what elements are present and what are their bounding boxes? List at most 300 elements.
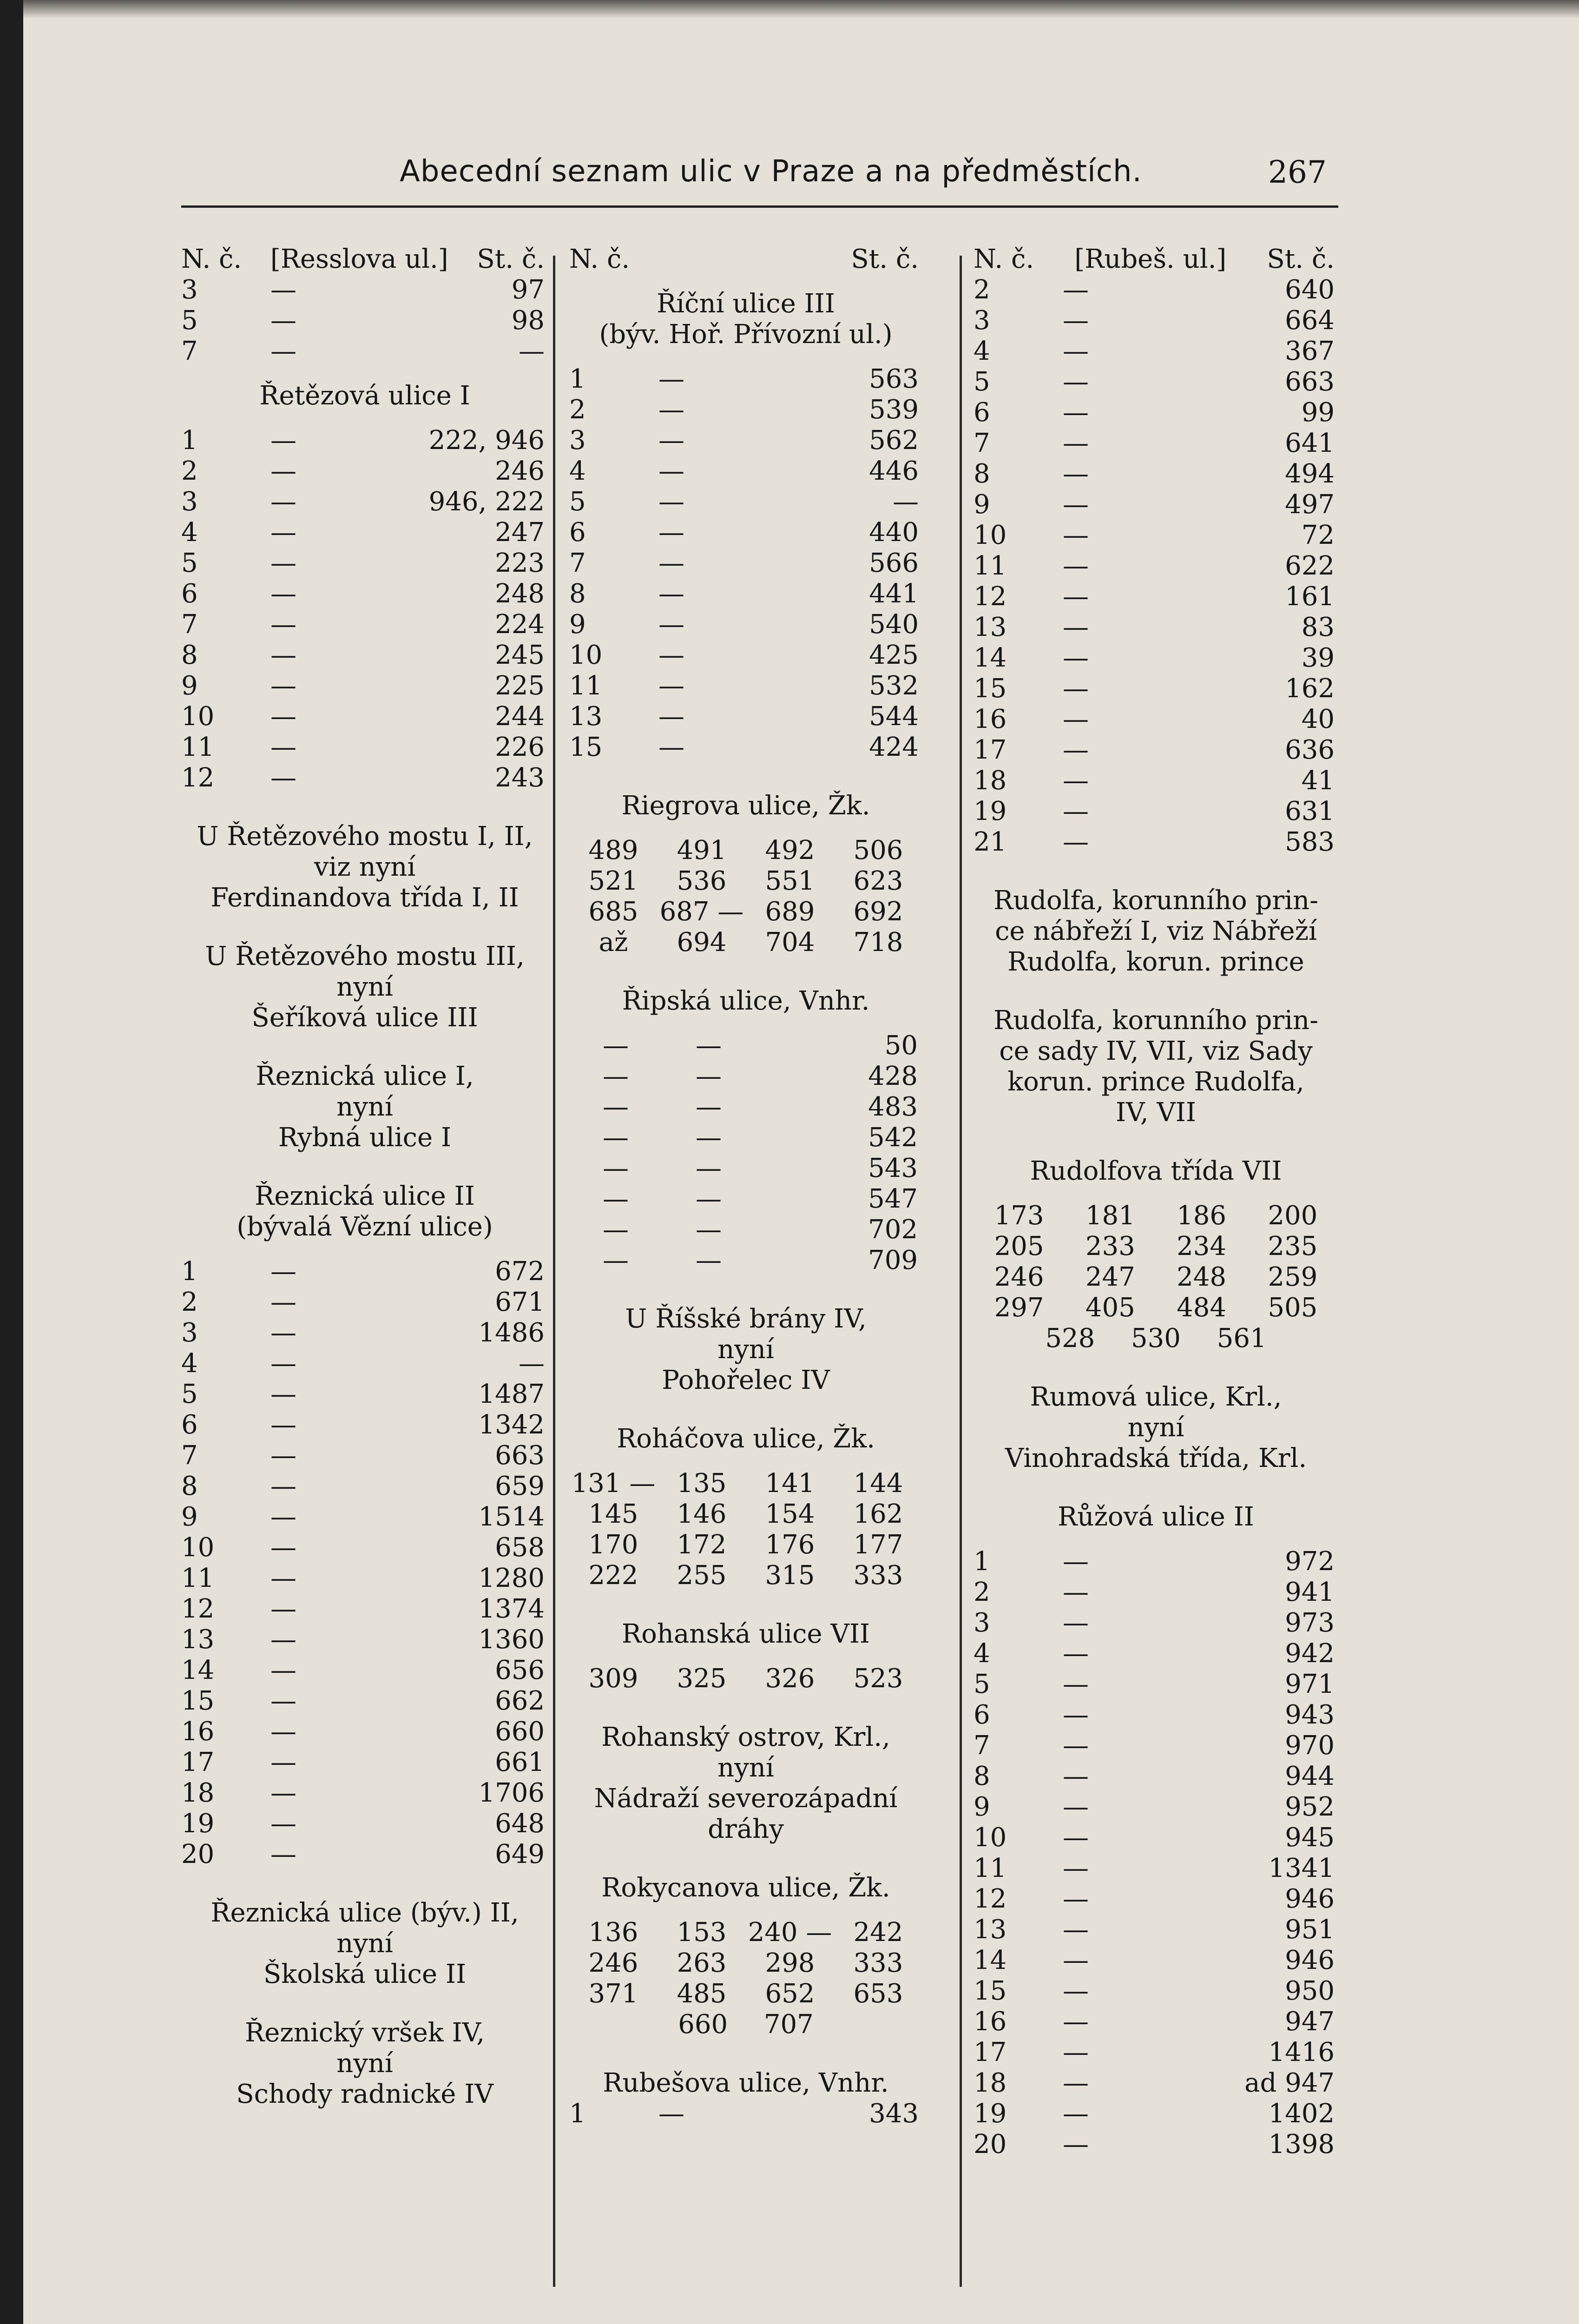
section-title: Roháčova ulice, Žk. — [617, 1424, 875, 1454]
conscription-number: 223 — [495, 548, 545, 578]
conscription-number: 1514 — [478, 1502, 545, 1532]
separator-dash: — — [603, 1092, 629, 1122]
house-number: 3 — [974, 305, 990, 336]
conscription-number: 648 — [495, 1809, 545, 1839]
separator-dash: — — [1063, 1853, 1089, 1883]
list-row — [181, 517, 548, 548]
rohacova-grid — [569, 1468, 922, 1591]
conscription-number: 971 — [1285, 1669, 1335, 1699]
list-row — [974, 766, 1338, 796]
conscription-number: 649 — [495, 1839, 545, 1869]
separator-dash: — — [1063, 581, 1089, 612]
conscription-number: 521 — [588, 866, 638, 896]
note-line: (býv. Hoř. Přívozní ul.) — [599, 319, 893, 350]
separator-dash: — — [270, 579, 296, 609]
conscription-number: 333 — [853, 1560, 903, 1591]
house-number: 9 — [181, 1502, 198, 1532]
cross-reference-note — [569, 1722, 922, 1845]
column-1 — [181, 244, 548, 2280]
separator-dash: — — [270, 1410, 296, 1440]
separator-dash: — — [1063, 643, 1089, 673]
conscription-number: 497 — [1285, 489, 1335, 520]
house-number: 5 — [181, 548, 198, 578]
separator-dash: — — [270, 1502, 296, 1532]
house-number: 19 — [974, 2099, 1007, 2129]
note-line: ce nábřeží I, viz Nábřeží — [995, 916, 1317, 946]
conscription-number: 662 — [495, 1686, 545, 1716]
list-row — [974, 1761, 1338, 1792]
list-row — [569, 1215, 922, 1245]
grid-row — [569, 1530, 922, 1560]
house-number: 4 — [181, 1348, 198, 1379]
reznicka-list — [181, 1256, 548, 1870]
separator-dash: — — [1063, 1915, 1089, 1945]
separator-dash: — — [1063, 367, 1089, 397]
note-line: nyní — [336, 2048, 393, 2079]
list-row — [569, 1122, 922, 1153]
conscription-number: 333 — [853, 1948, 903, 1978]
conscription-number: 425 — [869, 640, 919, 670]
conscription-number: 172 — [677, 1530, 727, 1560]
separator-dash: — — [696, 1153, 722, 1183]
separator-dash: — — [1063, 397, 1089, 428]
conscription-number: 50 — [884, 1030, 918, 1061]
scan-top-shadow — [0, 0, 1579, 19]
list-row — [569, 1092, 922, 1122]
list-row — [181, 732, 548, 763]
house-number: 12 — [181, 1594, 215, 1624]
house-number: 6 — [974, 1700, 990, 1730]
separator-dash: — — [270, 1532, 296, 1563]
list-row — [974, 367, 1338, 397]
conscription-number: 162 — [853, 1499, 903, 1529]
separator-dash: — — [1063, 1638, 1089, 1669]
list-row — [181, 1655, 548, 1686]
list-row — [974, 520, 1338, 551]
list-row — [181, 701, 548, 732]
house-number: 12 — [181, 763, 215, 793]
cross-reference-note — [569, 1304, 922, 1396]
conscription-number: 543 — [868, 1153, 918, 1183]
conscription-number: 941 — [1285, 1577, 1335, 1607]
note-line: Řeznická ulice II — [255, 1181, 475, 1211]
conscription-number: 563 — [869, 364, 919, 394]
column-rule-2 — [960, 256, 962, 2287]
list-row — [974, 673, 1338, 704]
retezova-list — [181, 425, 548, 793]
conscription-number: 658 — [495, 1532, 545, 1563]
document-page — [181, 139, 1338, 2259]
conscription-number: 428 — [868, 1061, 918, 1091]
list-row — [974, 275, 1338, 305]
list-row — [181, 487, 548, 517]
house-number: 3 — [181, 487, 198, 517]
list-row — [181, 671, 548, 701]
conscription-number: 141 — [765, 1468, 815, 1499]
house-number: 19 — [181, 1809, 215, 1839]
house-number: 6 — [569, 517, 586, 548]
separator-dash: — — [696, 1184, 722, 1214]
list-row — [181, 336, 548, 367]
conscription-number: 660 — [495, 1717, 545, 1747]
list-row — [181, 1778, 548, 1809]
separator-dash: — — [1063, 305, 1089, 336]
conscription-number: 704 — [765, 927, 815, 957]
list-row — [181, 1256, 548, 1287]
conscription-number: 248 — [495, 579, 545, 609]
house-number: 15 — [974, 1976, 1007, 2006]
list-row — [974, 2068, 1338, 2099]
separator-dash: — — [1063, 1546, 1089, 1577]
list-row — [974, 1792, 1338, 1822]
separator-dash: — — [270, 1287, 296, 1317]
cross-reference-note — [181, 941, 548, 1033]
conscription-number: 41 — [1301, 766, 1335, 796]
separator-dash: — — [1063, 766, 1089, 796]
separator-dash: — — [1063, 1761, 1089, 1791]
list-row — [181, 1686, 548, 1717]
separator-dash: — — [1063, 1730, 1089, 1761]
conscription-number: 951 — [1285, 1915, 1335, 1945]
separator-dash: — — [270, 1655, 296, 1685]
separator-dash: — — [270, 425, 296, 456]
separator-dash: — — [658, 456, 684, 486]
separator-dash: — — [270, 671, 296, 701]
list-row — [181, 1809, 548, 1839]
grid-row — [569, 1664, 922, 1694]
separator-dash: — — [658, 2099, 684, 2129]
house-number: 1 — [974, 1546, 990, 1577]
house-number: 1 — [181, 1256, 198, 1287]
house-number: 9 — [569, 609, 586, 640]
list-row — [974, 459, 1338, 489]
cross-reference-note — [181, 821, 548, 913]
house-number: 2 — [974, 1577, 990, 1607]
house-number: 3 — [569, 425, 586, 456]
house-number: 11 — [569, 671, 603, 701]
ripska-list — [569, 1030, 922, 1276]
conscription-number: 947 — [1285, 2007, 1335, 2037]
house-number: 8 — [569, 579, 586, 609]
house-number: 4 — [974, 1638, 990, 1669]
ricni-list — [569, 364, 922, 763]
separator-dash: — — [1063, 704, 1089, 734]
note-line: Rudolfa, korunního prin- — [993, 885, 1319, 916]
conscription-number: 709 — [868, 1245, 918, 1275]
house-number: 4 — [569, 456, 586, 486]
separator-dash: — — [1063, 673, 1089, 704]
conscription-number: 672 — [495, 1256, 545, 1287]
note-line: nyní — [336, 1928, 393, 1959]
house-number: 6 — [181, 1410, 198, 1440]
header-title: Abecední seznam ulic v Praze a na předměstích. — [400, 154, 1142, 189]
separator-dash: — — [270, 1686, 296, 1716]
note-line: nyní — [717, 1753, 774, 1783]
rubesova-list — [569, 2099, 922, 2129]
list-row — [974, 489, 1338, 520]
list-row — [569, 456, 922, 487]
list-row — [974, 1945, 1338, 1976]
section-title: Rohanská ulice VII — [621, 1619, 870, 1649]
conscription-number: 943 — [1285, 1700, 1335, 1730]
list-row — [974, 1822, 1338, 1853]
list-row — [181, 1747, 548, 1778]
conscription-number: 222, 946 — [428, 425, 545, 456]
separator-dash: — — [1063, 1822, 1089, 1853]
separator-dash: — — [1063, 827, 1089, 857]
section-title: Riegrova ulice, Žk. — [621, 791, 870, 821]
note-line: Schody radnické IV — [236, 2079, 493, 2109]
house-number: 1 — [569, 364, 586, 394]
note-line: Rohanský ostrov, Krl., — [601, 1722, 890, 1752]
conscription-number: 1374 — [478, 1594, 545, 1624]
separator-dash: — — [658, 732, 684, 762]
ruzova-list — [974, 1546, 1338, 2160]
conscription-number: — — [893, 487, 919, 517]
house-number: 13 — [181, 1624, 215, 1655]
house-number: 11 — [181, 1563, 215, 1593]
column-head: N. č. [Rubeš. ul.] St. č. — [974, 244, 1335, 274]
note-line: Šeříková ulice III — [251, 1003, 478, 1033]
separator-dash: — — [1063, 1669, 1089, 1699]
conscription-number: 371 — [588, 1979, 638, 2009]
conscription-number: 583 — [1285, 827, 1335, 857]
house-number: 18 — [974, 766, 1007, 796]
house-number: 16 — [974, 2007, 1007, 2037]
list-row — [181, 1318, 548, 1348]
conscription-number: 343 — [869, 2099, 919, 2129]
note-line: nyní — [336, 972, 393, 1002]
conscription-number: 367 — [1285, 336, 1335, 366]
house-number: 20 — [974, 2129, 1007, 2159]
cross-reference-note — [974, 1382, 1338, 1474]
separator-dash: — — [658, 395, 684, 425]
house-number: 10 — [974, 520, 1007, 550]
conscription-number: 1706 — [478, 1778, 545, 1808]
grid-row — [569, 1917, 922, 1948]
separator-dash: — — [603, 1030, 629, 1061]
list-row — [974, 428, 1338, 459]
house-number: 15 — [974, 673, 1007, 704]
separator-dash: — — [1063, 612, 1089, 642]
separator-dash: — — [1063, 1608, 1089, 1638]
conscription-number: 622 — [1285, 551, 1335, 581]
house-number: 5 — [181, 305, 198, 336]
note-line: Řeznická ulice I, — [256, 1061, 474, 1091]
separator-dash: — — [270, 1440, 296, 1471]
list-row — [974, 2129, 1338, 2160]
note-line: Rudolfa, korun. prince — [1007, 947, 1304, 977]
list-row — [569, 609, 922, 640]
conscription-number: 240 — — [748, 1917, 832, 1948]
conscription-number: 944 — [1285, 1761, 1335, 1791]
list-row — [974, 305, 1338, 336]
scan-binding-edge — [0, 0, 23, 2324]
conscription-number: 631 — [1285, 796, 1335, 826]
separator-dash: — — [603, 1153, 629, 1183]
conscription-number: 161 — [1285, 581, 1335, 612]
cross-reference-note — [974, 885, 1338, 977]
house-number: 2 — [569, 395, 586, 425]
separator-dash: — — [658, 671, 684, 701]
conscription-number: až — [599, 927, 628, 957]
conscription-number: 523 — [853, 1664, 903, 1694]
separator-dash: — — [1063, 796, 1089, 826]
house-number: 9 — [181, 671, 198, 701]
section-title: Řipská ulice, Vnhr. — [622, 986, 870, 1016]
separator-dash: — — [696, 1092, 722, 1122]
conscription-number: 424 — [869, 732, 919, 762]
house-number: 14 — [181, 1655, 215, 1685]
separator-dash: — — [1063, 1577, 1089, 1607]
conscription-number: 326 — [765, 1664, 815, 1694]
grid-row — [569, 927, 922, 958]
conscription-number: 39 — [1301, 643, 1335, 673]
list-row — [569, 364, 922, 395]
conscription-number: 540 — [869, 609, 919, 640]
conscription-number: 153 — [677, 1917, 727, 1948]
page-number: 267 — [1268, 154, 1327, 190]
house-number: 21 — [974, 827, 1007, 857]
list-row — [974, 1700, 1338, 1730]
list-row — [974, 1884, 1338, 1915]
list-row — [974, 1577, 1338, 1608]
conscription-number: 259 — [1268, 1262, 1318, 1292]
house-number: 7 — [974, 1730, 990, 1761]
note-line: korun. prince Rudolfa, — [1007, 1067, 1304, 1097]
list-row — [569, 640, 922, 671]
conscription-number: — — [519, 336, 545, 366]
conscription-number: 972 — [1285, 1546, 1335, 1577]
list-row — [974, 397, 1338, 428]
separator-dash: — — [658, 517, 684, 548]
note-line: (bývalá Vězní ulice) — [237, 1212, 493, 1242]
note-line: Vinohradská třída, Krl. — [1005, 1443, 1307, 1473]
list-row — [181, 1410, 548, 1440]
separator-dash: — — [1063, 336, 1089, 366]
conscription-number: 1342 — [478, 1410, 545, 1440]
list-row — [569, 425, 922, 456]
conscription-number: 1280 — [478, 1563, 545, 1593]
house-number: 5 — [974, 1669, 990, 1699]
separator-dash: — — [1063, 2007, 1089, 2037]
conscription-number: 661 — [495, 1747, 545, 1777]
separator-dash: — — [658, 487, 684, 517]
conscription-number: 181 — [1085, 1201, 1135, 1231]
list-row — [181, 1471, 548, 1502]
house-number: 4 — [181, 517, 198, 548]
conscription-number: 623 — [853, 866, 903, 896]
conscription-number: 544 — [869, 701, 919, 732]
conscription-number: 246 — [588, 1948, 638, 1978]
conscription-number: 245 — [495, 640, 545, 670]
separator-dash: — — [270, 517, 296, 548]
house-number: 7 — [181, 609, 198, 640]
house-number: 6 — [181, 579, 198, 609]
note-line: Rumová ulice, Krl., — [1030, 1382, 1282, 1412]
conscription-number: 663 — [495, 1440, 545, 1471]
conscription-number: 315 — [765, 1560, 815, 1591]
separator-dash: — — [270, 1624, 296, 1655]
conscription-number: 298 — [765, 1948, 815, 1978]
cross-reference-note — [974, 1005, 1338, 1128]
cross-reference-note — [181, 1898, 548, 1990]
house-number: 1 — [569, 2099, 586, 2129]
list-row — [181, 548, 548, 579]
list-row — [569, 701, 922, 732]
conscription-number: 505 — [1268, 1293, 1318, 1323]
list-row — [974, 336, 1338, 367]
conscription-number: 484 — [1177, 1293, 1227, 1323]
separator-dash: — — [270, 1256, 296, 1287]
conscription-number: 40 — [1301, 704, 1335, 734]
separator-dash: — — [1063, 2129, 1089, 2159]
note-line: Ferdinandova třída I, II — [211, 883, 519, 913]
list-row — [974, 2099, 1338, 2129]
house-number: 11 — [974, 551, 1007, 581]
house-number: 11 — [181, 732, 215, 762]
conscription-number: 247 — [1085, 1262, 1135, 1292]
separator-dash: — — [1063, 2037, 1089, 2067]
grid-row — [974, 1201, 1338, 1231]
house-number: 7 — [181, 336, 198, 366]
grid-row — [974, 1231, 1338, 1262]
house-number: 7 — [569, 548, 586, 578]
separator-dash: — — [1063, 735, 1089, 765]
conscription-number: 440 — [869, 517, 919, 548]
conscription-number: 224 — [495, 609, 545, 640]
cross-reference-note — [181, 1061, 548, 1153]
note-line: Rybná ulice I — [278, 1122, 452, 1153]
rohanska-grid — [569, 1664, 922, 1694]
conscription-number: 325 — [677, 1664, 727, 1694]
separator-dash: — — [1063, 1884, 1089, 1914]
house-number: 8 — [974, 459, 990, 489]
grid-row — [974, 1293, 1338, 1323]
list-row — [181, 1287, 548, 1318]
conscription-number: 950 — [1285, 1976, 1335, 2006]
house-number: 11 — [974, 1853, 1007, 1883]
conscription-number: 446 — [869, 456, 919, 486]
conscription-number: 97 — [511, 275, 545, 305]
list-row — [181, 1624, 548, 1655]
list-row — [181, 425, 548, 456]
separator-dash: — — [270, 1594, 296, 1624]
list-row — [974, 1546, 1338, 1577]
list-row — [569, 1245, 922, 1276]
house-number: 13 — [974, 612, 1007, 642]
conscription-number: 170 — [588, 1530, 638, 1560]
grid-row — [569, 866, 922, 897]
list-row — [569, 2099, 922, 2129]
separator-dash: — — [603, 1215, 629, 1245]
conscription-number: 692 — [853, 897, 903, 927]
house-number: 9 — [974, 1792, 990, 1822]
list-row — [974, 1976, 1338, 2007]
conscription-number: 946 — [1285, 1945, 1335, 1975]
house-number: 3 — [181, 1318, 198, 1348]
house-number: 10 — [181, 701, 215, 732]
conscription-number: 945 — [1285, 1822, 1335, 1853]
rudolfova-grid — [974, 1201, 1338, 1323]
riegrova-grid — [569, 835, 922, 958]
house-number: 6 — [974, 397, 990, 428]
house-number: 10 — [569, 640, 603, 670]
separator-dash: — — [696, 1122, 722, 1153]
list-row — [974, 643, 1338, 673]
house-number: 8 — [974, 1761, 990, 1791]
separator-dash: — — [270, 456, 296, 486]
